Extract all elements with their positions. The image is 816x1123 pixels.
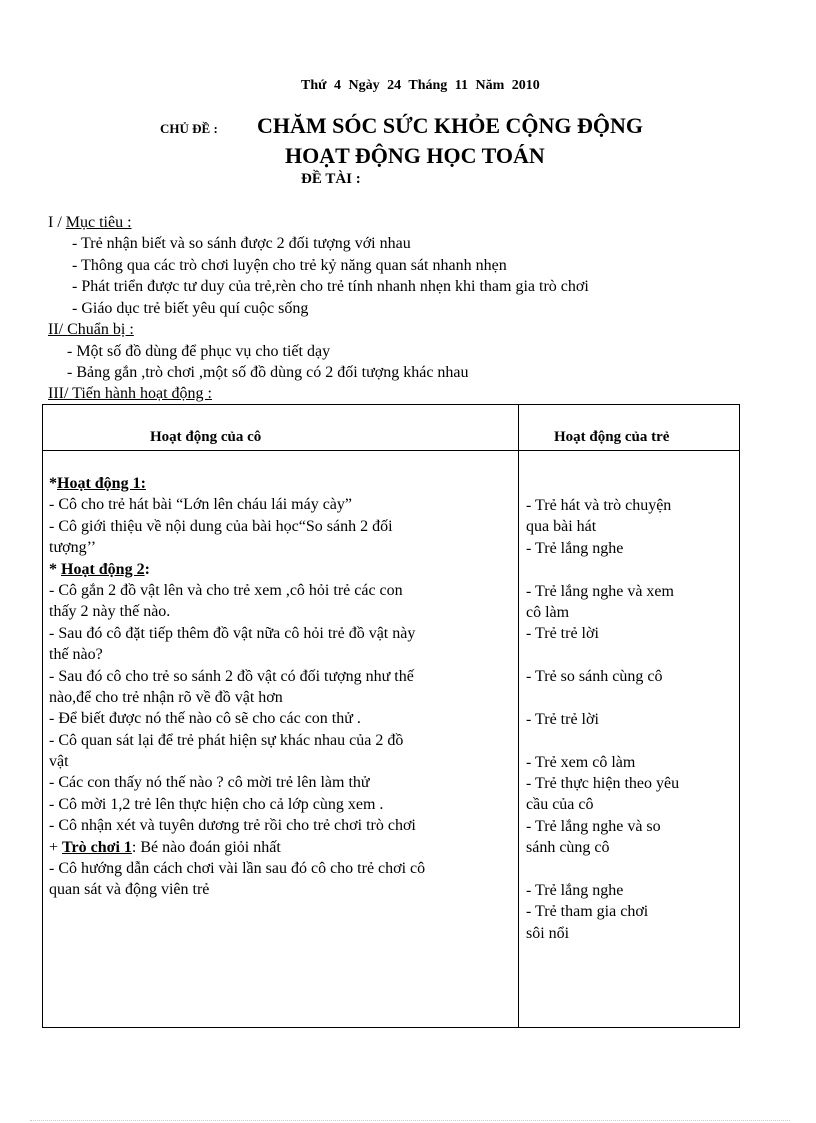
activity-line — [526, 730, 734, 751]
header-teacher-activity: Hoạt động của cô — [150, 429, 262, 445]
objective-item: - Giáo dục trẻ biết yêu quí cuộc sống — [72, 300, 309, 317]
activity-line: - Trẻ hát và trò chuyện — [526, 497, 672, 514]
activity-line: - Trẻ trẻ lời — [526, 625, 599, 643]
header-child-activity: Hoạt động của trẻ — [554, 429, 670, 445]
preparation-item: - Bảng gắn ,trò chơi ,một số đồ dùng có 2 đối tượng khác nhau — [67, 364, 469, 381]
section-title: Chuẩn bị : — [67, 321, 134, 338]
objective-item: - Phát triển được tư duy của trẻ,rèn cho trẻ tính nhanh nhẹn khi tham gia trò chơi — [72, 278, 589, 295]
section-title: Mục tiêu : — [65, 214, 132, 231]
topic-label: CHỦ ĐỀ : — [160, 121, 218, 136]
activity-line: - Cô cho trẻ hát bài “Lớn lên cháu lái máy cày” — [49, 496, 352, 514]
activity-line — [49, 837, 511, 858]
preparation-item: - Một số đồ dùng để phục vụ cho tiết dạy — [67, 343, 331, 360]
activity-line: cầu của cô — [526, 796, 594, 814]
lesson-date: Thứ 4 Ngày 24 Tháng 11 Năm 2010 — [301, 78, 540, 93]
activity-line: - Trẻ lắng nghe — [526, 539, 624, 557]
activity-line — [49, 559, 511, 580]
activity-line: - Trẻ lắng nghe và so — [526, 817, 661, 835]
header-divider — [43, 450, 739, 451]
activity-line: - Cô giới thiệu về nội dung của bài học“So sánh 2 đối — [49, 517, 393, 535]
activity-line-segment: * — [49, 475, 57, 492]
activity-line: cô làm — [526, 603, 570, 621]
activity-line-segment: * — [49, 560, 61, 578]
activity-line: - Trẻ lắng nghe và xem — [526, 582, 674, 600]
activity-line: - Cô gắn 2 đồ vật lên và cho trẻ xem ,cô hỏi trẻ các con — [49, 581, 403, 599]
activity-line-segment: : — [144, 560, 150, 578]
activity-line-segment: : Bé nào đoán giỏi nhất — [131, 838, 281, 856]
activity-line: qua bài hát — [526, 518, 597, 536]
objective-item: - Trẻ nhận biết và so sánh được 2 đối tượng với nhau — [72, 235, 411, 252]
section-activities-heading — [48, 383, 212, 404]
activity-line: sánh cùng cô — [526, 839, 610, 857]
lesson-title: HOẠT ĐỘNG HỌC TOÁN — [285, 143, 545, 168]
activity-line: vật — [49, 753, 69, 771]
activity-line: - Cô mời 1,2 trẻ lên thực hiện cho cả lớp cùng xem . — [49, 795, 384, 813]
activity-line: tượng’’ — [49, 539, 97, 557]
activity-line: - Trẻ tham gia chơi — [526, 903, 649, 921]
activity-line — [526, 559, 734, 580]
section-number: II/ — [48, 321, 68, 338]
objective-item: - Thông qua các trò chơi luyện cho trẻ kỷ năng quan sát nhanh nhẹn — [72, 257, 507, 274]
column-divider — [518, 405, 519, 1027]
activity-line: sôi nổi — [526, 924, 570, 942]
section-objectives-heading — [48, 212, 132, 233]
activity-line: - Trẻ lắng nghe — [526, 882, 624, 900]
activity-line — [526, 645, 734, 666]
activity-line — [49, 473, 511, 494]
activity-line-segment: Trò chơi 1 — [62, 838, 132, 856]
activity-line: quan sát và động viên trẻ — [49, 881, 210, 899]
activity-line: - Trẻ trẻ lời — [526, 710, 599, 728]
activity-line: - Cô nhận xét và tuyên dương trẻ rồi cho trẻ chơi trò chơi — [49, 817, 416, 835]
subject-label: ĐỀ TÀI : — [301, 171, 361, 187]
activity-line: nào,để cho trẻ nhận rõ về đồ vật hơn — [49, 688, 283, 706]
activity-line — [526, 859, 734, 880]
topic-title: CHĂM SÓC SỨC KHỎE CỘNG ĐỘNG — [257, 113, 644, 138]
activity-line: - Sau đó cô đặt tiếp thêm đồ vật nữa cô hỏi trẻ đồ vật này — [49, 624, 416, 642]
activity-line: thấy 2 này thế nào. — [49, 603, 171, 621]
activity-table — [42, 404, 740, 1028]
activity-line: - Sau đó cô cho trẻ so sánh 2 đồ vật có đối tượng như thế — [49, 667, 414, 685]
teacher-activity-column — [49, 473, 511, 901]
activity-line: - Cô quan sát lại để trẻ phát hiện sự khác nhau của 2 đồ — [49, 731, 404, 749]
activity-line: thế nào? — [49, 646, 103, 664]
activity-line: - Trẻ xem cô làm — [526, 753, 636, 771]
activity-line-segment: Hoạt động 1: — [57, 475, 146, 492]
section-number: III/ — [48, 385, 73, 402]
activity-line-segment: + — [49, 838, 63, 856]
activity-line: - Các con thấy nó thế nào ? cô mời trẻ lên làm thử — [49, 774, 370, 792]
activity-line: - Trẻ thực hiện theo yêu — [526, 775, 680, 793]
section-title: Tiến hành hoạt động : — [72, 385, 212, 402]
section-preparation-heading — [48, 319, 134, 340]
section-number: I / — [48, 214, 66, 231]
page-bottom-divider — [30, 1120, 790, 1121]
activity-line-segment: Hoạt động 2 — [61, 560, 145, 578]
child-activity-column — [526, 495, 734, 944]
activity-line: - Cô hướng dẫn cách chơi vài lần sau đó cô cho trẻ chơi cô — [49, 860, 426, 878]
activity-line: - Trẻ so sánh cùng cô — [526, 668, 663, 686]
activity-line — [526, 688, 734, 709]
activity-line: - Để biết được nó thế nào cô sẽ cho các con thử . — [49, 710, 361, 728]
